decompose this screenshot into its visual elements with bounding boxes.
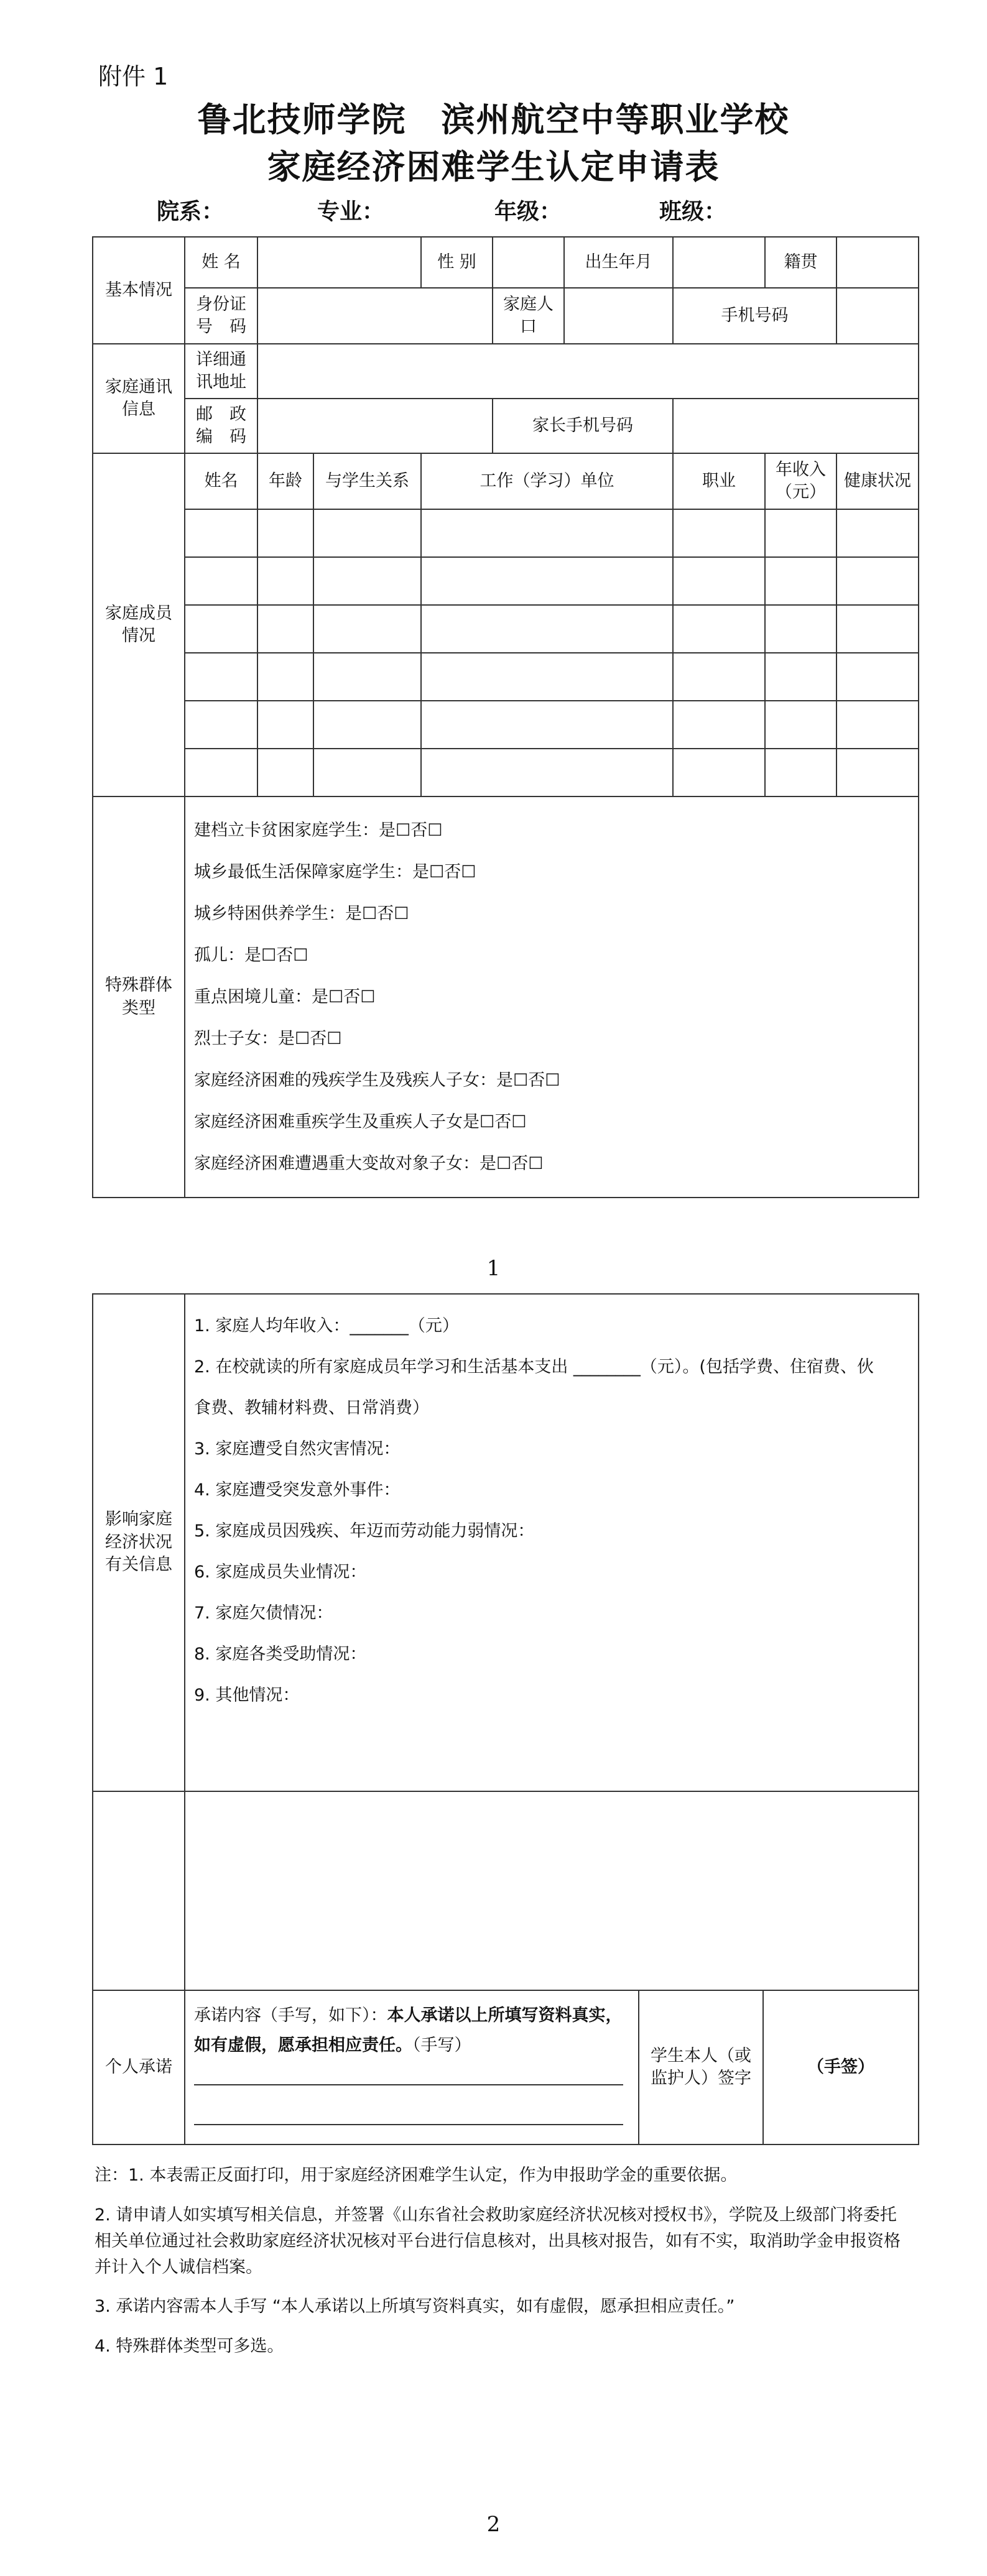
id-number-field[interactable]: [257, 288, 493, 344]
native-place-label: 籍贯: [765, 237, 836, 288]
promise-handwrite-line[interactable]: [194, 2061, 623, 2085]
special-groups-section: 特殊群体类型: [93, 796, 185, 1198]
member-row: [93, 701, 919, 749]
promise-handwrite-line[interactable]: [194, 2100, 623, 2125]
special-group-item[interactable]: 城乡最低生活保障家庭学生：是☐否☐: [194, 862, 476, 882]
member-cell[interactable]: [313, 605, 421, 653]
member-cell[interactable]: [185, 557, 257, 605]
signature-field[interactable]: （手签）: [763, 1990, 919, 2144]
impact-item: 7. 家庭欠债情况：: [194, 1604, 333, 1623]
class-label: 班级：: [659, 198, 727, 224]
birth-field[interactable]: [673, 237, 765, 288]
member-cell[interactable]: [185, 653, 257, 701]
household-size-label: 家庭人口: [493, 288, 564, 344]
promise-handwrite-note: （手写）: [412, 2036, 471, 2055]
member-cell[interactable]: [836, 653, 919, 701]
impact-info-section: 影响家庭经济状况有关信息: [93, 1294, 185, 1791]
member-cell[interactable]: [673, 509, 765, 557]
birth-label: 出生年月: [564, 237, 673, 288]
member-cell[interactable]: [313, 701, 421, 749]
impact-item: 9. 其他情况：: [194, 1686, 300, 1705]
attachment-label: 附件 1: [98, 63, 169, 90]
name-field[interactable]: [257, 237, 421, 288]
address-label: 详细通讯地址: [185, 344, 257, 399]
member-cell[interactable]: [765, 701, 836, 749]
member-cell[interactable]: [765, 605, 836, 653]
member-cell[interactable]: [257, 605, 313, 653]
grade-label: 年级：: [494, 198, 562, 224]
member-header-workplace: 工作（学习）单位: [421, 453, 673, 509]
member-header-name: 姓名: [185, 453, 257, 509]
address-field[interactable]: [257, 344, 919, 399]
impact-item: 4. 家庭遭受突发意外事件：: [194, 1480, 401, 1500]
impact-item: 2. 在校就读的所有家庭成员年学习和生活基本支出 ________（元）。(包括学费、住宿费、伙: [194, 1357, 874, 1377]
special-group-item[interactable]: 重点困境儿童：是☐否☐: [194, 987, 376, 1007]
member-cell[interactable]: [421, 701, 673, 749]
member-cell[interactable]: [836, 701, 919, 749]
member-header-relation: 与学生关系: [313, 453, 421, 509]
signature-label: 学生本人（或监护人）签字: [639, 1990, 763, 2144]
impact-item: 8. 家庭各类受助情况：: [194, 1645, 367, 1664]
special-group-item[interactable]: 家庭经济困难的残疾学生及残疾人子女：是☐否☐: [194, 1071, 560, 1090]
member-header-health: 健康状况: [836, 453, 919, 509]
member-row: [93, 605, 919, 653]
member-cell[interactable]: [421, 509, 673, 557]
member-cell[interactable]: [257, 509, 313, 557]
note-item: 2. 请申请人如实填写相关信息，并签署《山东省社会救助家庭经济状况核对授权书》，学院及上级部门将委托相关单位通过社会救助家庭经济状况核对平台进行信息核对，出具核对报告，如有不实，取消助学金申报资格并计入个人诚信档案。: [95, 2205, 901, 2277]
member-cell[interactable]: [836, 509, 919, 557]
native-place-field[interactable]: [836, 237, 919, 288]
member-cell[interactable]: [673, 653, 765, 701]
phone-label: 手机号码: [673, 288, 836, 344]
special-group-item[interactable]: 家庭经济困难遭遇重大变故对象子女：是☐否☐: [194, 1154, 544, 1173]
name-label: 姓 名: [185, 237, 257, 288]
member-cell[interactable]: [421, 557, 673, 605]
impact-item: 食费、教辅材料费、日常消费）: [194, 1398, 429, 1418]
application-form-page1: [92, 236, 919, 1198]
member-cell[interactable]: [421, 605, 673, 653]
impact-item: 1. 家庭人均年收入：_______（元）: [194, 1316, 459, 1336]
member-cell[interactable]: [673, 557, 765, 605]
special-group-item[interactable]: 家庭经济困难重疾学生及重疾人子女是☐否☐: [194, 1112, 527, 1132]
member-cell[interactable]: [185, 509, 257, 557]
application-form-page2: [92, 1293, 919, 2145]
note-item: 4. 特殊群体类型可多选。: [95, 2337, 284, 2357]
promise-bold-2: 如有虚假，愿承担相应责任。: [194, 2036, 412, 2055]
member-cell[interactable]: [836, 749, 919, 796]
blank-cell: [93, 1791, 185, 1990]
household-size-field[interactable]: [564, 288, 673, 344]
member-cell[interactable]: [185, 701, 257, 749]
member-cell[interactable]: [313, 749, 421, 796]
member-cell[interactable]: [421, 653, 673, 701]
member-row: [93, 509, 919, 557]
parent-phone-field[interactable]: [673, 399, 919, 453]
impact-item: 3. 家庭遭受自然灾害情况：: [194, 1439, 401, 1459]
member-cell[interactable]: [313, 653, 421, 701]
phone-field[interactable]: [836, 288, 919, 344]
member-cell[interactable]: [257, 701, 313, 749]
family-members-section: 家庭成员情况: [93, 453, 185, 796]
postcode-field[interactable]: [257, 399, 493, 453]
gender-field[interactable]: [493, 237, 564, 288]
special-group-item[interactable]: 城乡特困供养学生：是☐否☐: [194, 904, 409, 923]
member-cell[interactable]: [313, 557, 421, 605]
special-group-item[interactable]: 孤儿：是☐否☐: [194, 946, 308, 965]
blank-writing-area[interactable]: [185, 1791, 919, 1990]
gender-label: 性 别: [421, 237, 493, 288]
form-title-schools: 鲁北技师学院 滨州航空中等职业学校: [197, 99, 790, 139]
special-group-item[interactable]: 烈士子女：是☐否☐: [194, 1029, 342, 1048]
special-group-item[interactable]: 建档立卡贫困家庭学生：是☐否☐: [194, 821, 443, 840]
promise-bold-1: 本人承诺以上所填写资料真实，: [387, 2006, 623, 2025]
page-number-2: 2: [486, 2512, 501, 2537]
member-cell[interactable]: [673, 701, 765, 749]
form-title: 家庭经济困难学生认定申请表: [267, 147, 720, 187]
major-label: 专业：: [317, 198, 385, 224]
impact-item: 6. 家庭成员失业情况：: [194, 1563, 367, 1582]
parent-phone-label: 家长手机号码: [493, 399, 673, 453]
page-number-1: 1: [486, 1256, 501, 1281]
member-cell[interactable]: [765, 557, 836, 605]
member-row: [93, 557, 919, 605]
college-label: 院系：: [157, 198, 225, 224]
postcode-label: 邮 政编 码: [185, 399, 257, 453]
member-cell[interactable]: [765, 749, 836, 796]
impact-item: 5. 家庭成员因残疾、年迈而劳动能力弱情况：: [194, 1521, 535, 1541]
personal-promise-section: 个人承诺: [93, 1990, 185, 2144]
member-header-occupation: 职业: [673, 453, 765, 509]
promise-intro: 承诺内容（手写，如下）：: [194, 2006, 387, 2025]
contact-section: 家庭通讯信息: [93, 344, 185, 453]
member-row: [93, 653, 919, 701]
member-cell[interactable]: [673, 605, 765, 653]
member-cell[interactable]: [257, 749, 313, 796]
special-groups-list: [185, 796, 919, 1198]
member-cell[interactable]: [257, 653, 313, 701]
impact-info-list: [185, 1294, 919, 1791]
member-row: [93, 749, 919, 796]
note-item: 3. 承诺内容需本人手写 “本人承诺以上所填写资料真实，如有虚假，愿承担相应责任。”: [95, 2297, 735, 2317]
member-cell[interactable]: [765, 509, 836, 557]
member-header-income: 年收入（元）: [765, 453, 836, 509]
member-cell[interactable]: [765, 653, 836, 701]
member-cell[interactable]: [836, 605, 919, 653]
notes-block: [95, 2163, 903, 2373]
member-cell[interactable]: [836, 557, 919, 605]
id-number-label: 身份证号 码: [185, 288, 257, 344]
member-header-age: 年龄: [257, 453, 313, 509]
member-cell[interactable]: [185, 749, 257, 796]
promise-content: [185, 1990, 639, 2144]
member-cell[interactable]: [185, 605, 257, 653]
member-cell[interactable]: [421, 749, 673, 796]
member-cell[interactable]: [257, 557, 313, 605]
note-item: 注：1. 本表需正反面打印，用于家庭经济困难学生认定，作为申报助学金的重要依据。: [95, 2166, 738, 2185]
basic-info-section: 基本情况: [93, 237, 185, 344]
member-cell[interactable]: [673, 749, 765, 796]
member-cell[interactable]: [313, 509, 421, 557]
